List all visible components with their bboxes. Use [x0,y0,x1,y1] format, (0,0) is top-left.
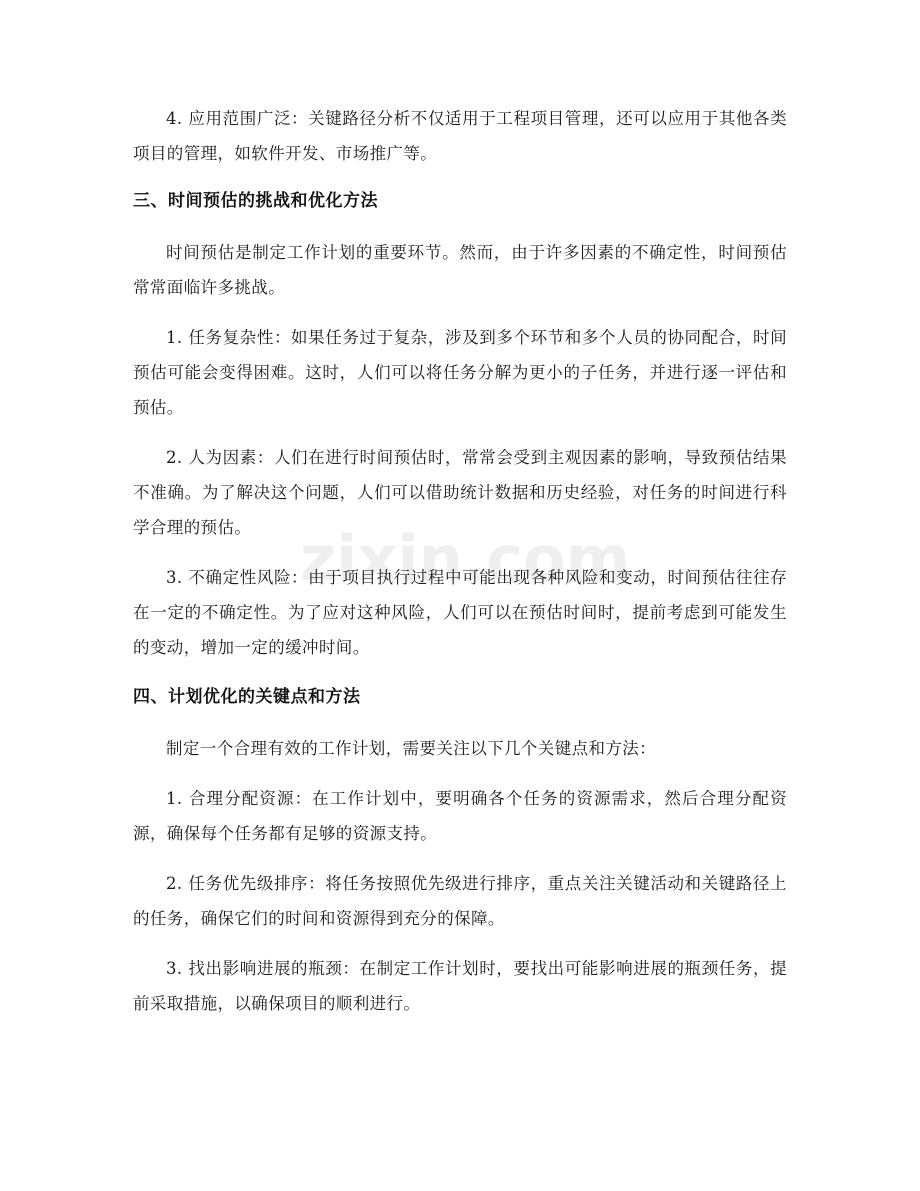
document-body [133,101,787,1036]
section-3-item-3: 3. 不确定性风险：由于项目执行过程中可能出现各种风险和变动，时间预估往往存在一定的不确定性。为了应对这种风险，人们可以在预估时间时，提前考虑到可能发生的变动，增加一定的缓冲时间。 [133,568,787,657]
watermark-text: zixin.com [300,522,630,595]
section-3-heading: 三、时间预估的挑战和优化方法 [133,191,378,211]
section-3-item-1: 1. 任务复杂性：如果任务过于复杂，涉及到多个环节和多个人员的协同配合，时间预估可能会变得困难。这时，人们可以将任务分解为更小的子任务，并进行逐一评估和预估。 [133,328,787,417]
section-4-item-3: 3. 找出影响进展的瓶颈：在制定工作计划时，要找出可能影响进展的瓶颈任务，提前采取措施，以确保项目的顺利进行。 [133,959,787,1013]
section-4-item-1: 1. 合理分配资源：在工作计划中，要明确各个任务的资源需求，然后合理分配资源，确保每个任务都有足够的资源支持。 [133,789,787,843]
section-3-intro: 时间预估是制定工作计划的重要环节。然而，由于许多因素的不确定性，时间预估常常面临许多挑战。 [133,243,787,297]
paragraph-intro-item-4: 4. 应用范围广泛：关键路径分析不仅适用于工程项目管理，还可以应用于其他各类项目的管理，如软件开发、市场推广等。 [133,109,787,163]
section-4-item-2: 2. 任务优先级排序：将任务按照优先级进行排序，重点关注关键活动和关键路径上的任务，确保它们的时间和资源得到充分的保障。 [133,874,787,928]
section-3-item-2: 2. 人为因素：人们在进行时间预估时，常常会受到主观因素的影响，导致预估结果不准确。为了解决这个问题，人们可以借助统计数据和历史经验，对任务的时间进行科学合理的预估。 [133,448,787,537]
section-4-intro: 制定一个合理有效的工作计划，需要关注以下几个关键点和方法： [166,739,657,758]
section-4-heading: 四、计划优化的关键点和方法 [133,687,361,707]
